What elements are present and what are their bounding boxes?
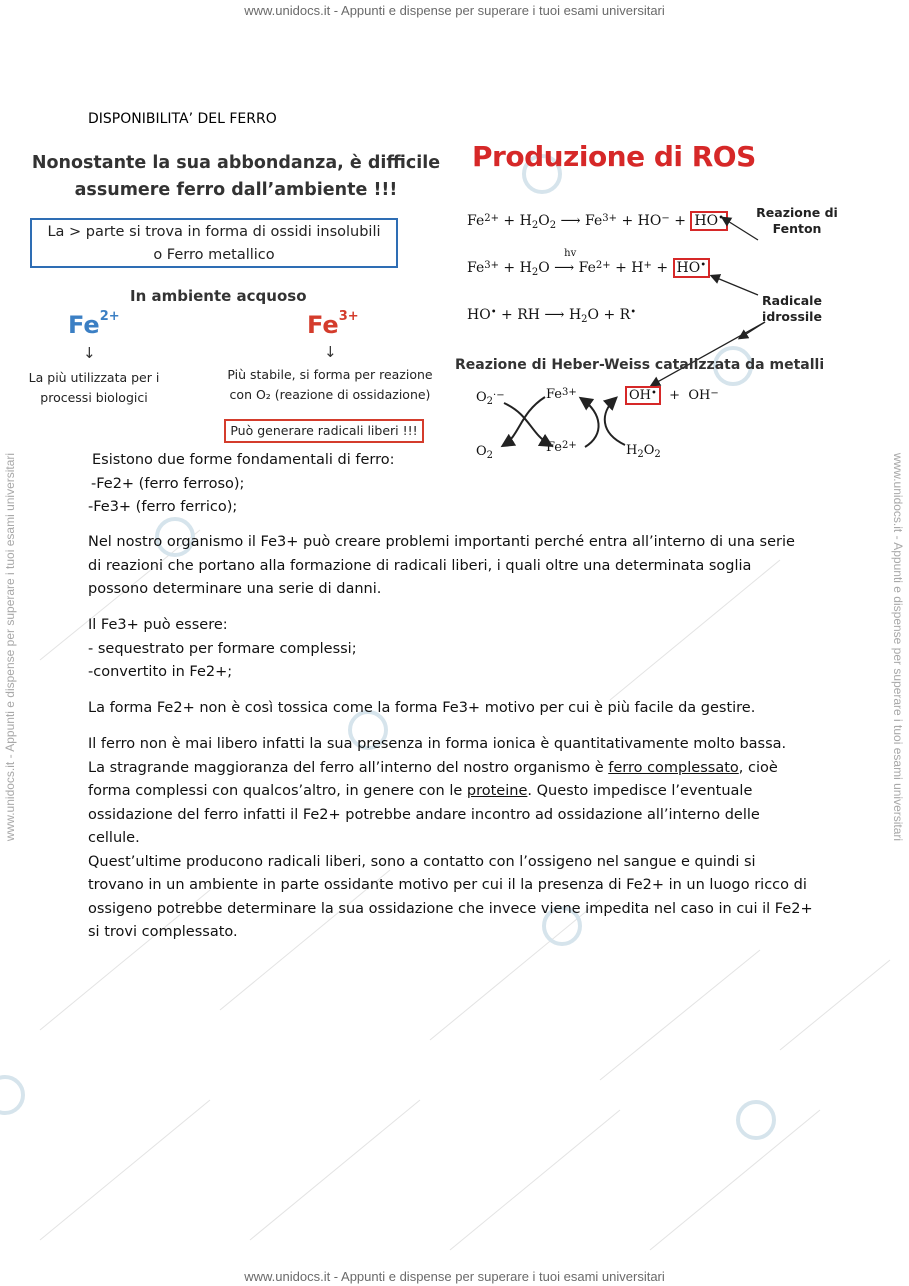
fe3-options-block: [88, 614, 828, 685]
radicali-liberi-box: Può generare radicali liberi !!!: [224, 419, 424, 443]
forme-item-1: -Fe2+ (ferro ferroso);: [91, 475, 245, 492]
paragraph-1-line3: possono determinare una serie di danni.: [88, 581, 382, 597]
paragraph-fe2-line: La forma Fe2+ non è così tossica come la forma Fe3+ motivo per cui è più facile da gestire.: [88, 700, 756, 716]
hv-label: hv: [564, 248, 577, 259]
watermark-side-right: www.unidocs.it - Appunti e dispense per superare i tuoi esami universitari: [891, 452, 905, 842]
hw-fe2: $Fe^{2+}$: [546, 440, 577, 455]
paragraph-3-line5: cellule.: [88, 830, 140, 846]
hw-o2-radical: O2·−: [476, 390, 505, 407]
paragraph-4-line3: ossigeno potrebbe determinare la sua ossidazione che invece viene impedita nel caso in cui il Fe2+: [88, 900, 813, 917]
fe2-charge: 2+: [99, 309, 120, 324]
fe3-description: [216, 365, 444, 405]
fe2-symbol: Fe: [68, 311, 100, 339]
fe2-label: [68, 311, 120, 339]
fe2-description-line1: La più utilizzata per i: [28, 370, 160, 385]
watermark-header: www.unidocs.it - Appunti e dispense per superare i tuoi esami universitari: [244, 3, 665, 18]
heber-weiss-title: Reazione di Heber-Weiss catalizzata da metalli: [455, 357, 825, 373]
paragraph-1-line1: Nel nostro organismo il Fe3+ può creare problemi importanti perché entra all’interno di una serie: [88, 534, 795, 550]
ferro-complessato-text: ferro complessato: [608, 759, 739, 776]
fe3-description-line2: con O₂ (reazione di ossidazione): [229, 387, 431, 402]
paragraph-3-line1: Il ferro non è mai libero infatti la sua presenza in forma ionica è quantitativamente molto bassa.: [88, 736, 787, 752]
fe3-label: [307, 311, 359, 339]
hw-oh-radical: OH• + OH−: [625, 388, 719, 403]
paragraph-3-line3: [88, 780, 828, 804]
ambiente-acquoso-label: In ambiente acquoso: [130, 287, 307, 305]
radicale-label-line2: idrossile: [762, 309, 822, 324]
forme-ferro-block: [88, 449, 828, 520]
fenton-reaction-2: $Fe^{3+} + H2O$ hv ⟶ $Fe^{2+} + H^+ + HO^•$: [467, 260, 710, 276]
fe3-symbol: Fe: [307, 311, 339, 339]
paragraph-4-line4: si trovi complessato.: [88, 924, 238, 940]
proteine-text: proteine: [466, 783, 528, 799]
fe3-down-arrow-icon: ↓: [324, 343, 337, 361]
hw-h2o2: H2O2: [626, 443, 661, 460]
fe2-down-arrow-icon: ↓: [83, 344, 96, 362]
paragraph-3: [88, 733, 828, 945]
figure-left-heading-line2: assumere ferro dall’ambiente !!!: [74, 180, 398, 200]
figure-left-heading-line1: Nonostante la sua abbondanza, è difficile: [31, 153, 441, 173]
paragraph-3-line2: [88, 757, 828, 781]
paragraph-fe2: [88, 697, 828, 721]
watermark-footer: www.unidocs.it - Appunti e dispense per superare i tuoi esami universitari: [244, 1269, 665, 1284]
fe3-charge: 3+: [338, 309, 359, 324]
fe2-description: [14, 368, 174, 408]
watermark-side-left: www.unidocs.it - Appunti e dispense per superare i tuoi esami universitari: [3, 452, 17, 842]
fe3-description-line1: Più stabile, si forma per reazione: [227, 367, 433, 382]
paragraph-4-line1: Quest’ultime producono radicali liberi, sono a contatto con l’ossigeno nel sangue e quindi si: [88, 853, 756, 870]
radicale-label-line1: Radicale: [762, 293, 822, 308]
fe3-option-1: - sequestrato per formare complessi;: [88, 640, 357, 657]
fenton-label-line1: Reazione di: [756, 205, 838, 220]
fenton-label-line2: Fenton: [772, 221, 822, 236]
ossidi-box-line2: o Ferro metallico: [153, 247, 275, 263]
figure-left-heading: [30, 150, 442, 204]
paragraph-1-line2: di reazioni che portano alla formazione di radicali liberi, i quali oltre una determinata soglia: [88, 557, 752, 574]
fe3-options-intro: Il Fe3+ può essere:: [88, 617, 228, 633]
hw-o2: O2: [476, 444, 494, 461]
forme-item-2: -Fe3+ (ferro ferrico);: [88, 499, 238, 515]
ossidi-box-line1: La > parte si trova in forma di ossidi insolubili: [47, 224, 381, 240]
paragraph-3-line4: ossidazione del ferro infatti il Fe2+ potrebbe andare incontro ad ossidazione all’interno delle: [88, 806, 760, 823]
paragraph-3-line3-a: forma complessi con qualcos’altro, in genere con le: [88, 783, 467, 799]
ossidi-box: [30, 218, 398, 268]
fe2-description-line2: processi biologici: [40, 390, 148, 405]
hw-fe3: $Fe^{3+}$: [546, 387, 577, 402]
paragraph-3-line2-a: La stragrande maggioranza del ferro all’interno del nostro organismo è: [88, 759, 609, 776]
radical-reaction-3: HO• + RH ⟶ H2O + R•: [467, 307, 637, 325]
paragraph-1: [88, 531, 828, 602]
forme-intro: Esistono due forme fondamentali di ferro:: [92, 452, 395, 468]
paragraph-3-line2-b: , cioè: [738, 759, 778, 776]
fe3-option-2: -convertito in Fe2+;: [88, 664, 233, 680]
paragraph-3-line3-b: . Questo impedisce l’eventuale: [527, 783, 753, 799]
section-title: DISPONIBILITA’ DEL FERRO: [88, 111, 277, 127]
ros-title: Produzione di ROS: [472, 140, 756, 173]
paragraph-4-line2: trovano in un ambiente in parte ossidante motivo per cui il la presenza di Fe2+ in un luogo ricco di: [88, 877, 807, 893]
fenton-reaction-1: $Fe^{2+} + H2O2$ ⟶ $Fe^{3+} + HO^- + HO^•$: [467, 213, 728, 229]
